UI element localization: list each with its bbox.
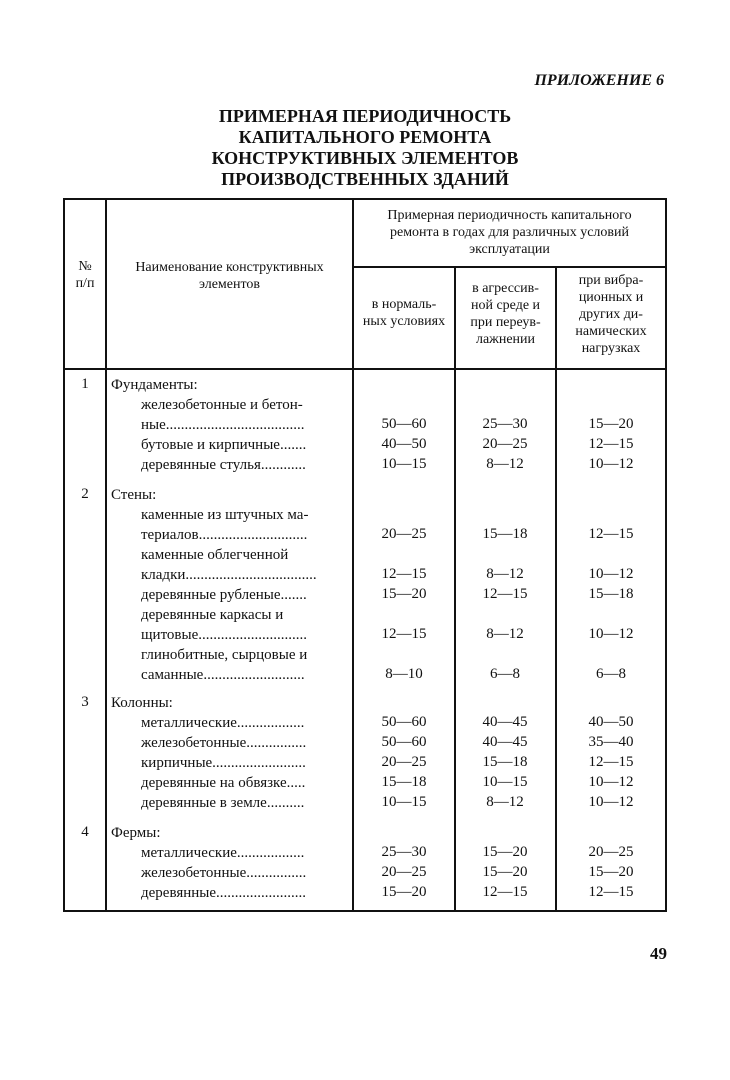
period-value: 8—12 [486, 566, 524, 582]
element-name: каменные облегченной [141, 547, 289, 563]
appendix-label: ПРИЛОЖЕНИЕ 6 [534, 72, 664, 89]
period-value: 6—8 [596, 666, 626, 682]
element-name: ные..................................... [141, 417, 305, 433]
period-value: 40—50 [381, 436, 427, 452]
period-value: 15—20 [381, 884, 427, 900]
period-value: 25—30 [381, 844, 427, 860]
element-name: деревянные в земле.......... [141, 795, 305, 811]
period-value: 15—20 [588, 864, 634, 880]
period-value: 20—25 [381, 864, 427, 880]
header-num: № п/п [75, 259, 95, 291]
element-name: металлические.................. [141, 715, 305, 731]
period-value: 20—25 [381, 526, 427, 542]
element-name: кирпичные......................... [141, 755, 306, 771]
element-name: деревянные на обвязке..... [141, 775, 306, 791]
period-value: 15—18 [482, 526, 528, 542]
period-value: 12—15 [381, 566, 427, 582]
element-name: бутовые и кирпичные....... [141, 437, 307, 453]
element-name: териалов............................. [141, 527, 308, 543]
page-title [0, 106, 730, 190]
period-value: 12—15 [482, 884, 528, 900]
element-name: металлические.................. [141, 845, 305, 861]
period-value: 10—15 [381, 794, 427, 810]
element-name: деревянные стулья............ [141, 457, 306, 473]
period-value: 15—20 [381, 586, 427, 602]
period-value: 8—12 [486, 794, 524, 810]
table-right-border [665, 198, 667, 912]
period-value: 15—20 [482, 844, 528, 860]
row-number: 4 [81, 824, 89, 840]
period-value: 25—30 [482, 416, 528, 432]
period-value: 12—15 [588, 884, 634, 900]
group-name: Колонны: [111, 695, 173, 711]
element-name: железобетонные и бетон- [141, 397, 303, 413]
header-group: Примерная периодичность капитального ремонта в годах для различных условий эксплуатации [387, 208, 632, 257]
period-value: 50—60 [381, 714, 427, 730]
period-value: 8—12 [486, 626, 524, 642]
period-value: 20—25 [381, 754, 427, 770]
group-header-divider [352, 266, 667, 268]
title-line: КАПИТАЛЬНОГО РЕМОНТА [238, 127, 492, 147]
period-value: 40—45 [482, 714, 528, 730]
period-value: 20—25 [482, 436, 528, 452]
element-name: деревянные каркасы и [141, 607, 284, 623]
period-value: 10—12 [588, 456, 634, 472]
page-number: 49 [650, 944, 667, 963]
period-value: 15—20 [482, 864, 528, 880]
period-value: 10—12 [588, 566, 634, 582]
title-line: КОНСТРУКТИВНЫХ ЭЛЕМЕНТОВ [211, 148, 519, 168]
period-value: 15—18 [381, 774, 427, 790]
element-name: кладки................................... [141, 567, 317, 583]
period-value: 50—60 [381, 734, 427, 750]
table-bottom-border [63, 910, 667, 912]
period-value: 12—15 [588, 754, 634, 770]
period-value: 12—15 [482, 586, 528, 602]
table-left-border [63, 198, 65, 912]
period-value: 8—10 [385, 666, 423, 682]
period-value: 10—15 [482, 774, 528, 790]
element-name: каменные из штучных ма- [141, 507, 309, 523]
group-name: Стены: [111, 487, 157, 503]
row-number: 2 [81, 486, 89, 502]
group-name: Фундаменты: [111, 377, 198, 393]
period-value: 10—15 [381, 456, 427, 472]
col-divider-1 [454, 266, 456, 912]
table-top-border [63, 198, 667, 200]
col-divider-2 [555, 266, 557, 912]
period-value: 12—15 [588, 436, 634, 452]
element-name: деревянные рубленые....... [141, 587, 307, 603]
header-vibration-conditions: при вибра- ционных и других ди- намических нагрузках [575, 273, 647, 356]
period-value: 20—25 [588, 844, 634, 860]
period-value: 15—18 [482, 754, 528, 770]
periodicity-table [63, 198, 667, 912]
period-value: 35—40 [588, 734, 634, 750]
header-normal-conditions: в нормаль- ных условиях [362, 297, 446, 329]
col-divider-num [105, 198, 107, 912]
period-value: 40—45 [482, 734, 528, 750]
element-name: саманные........................... [141, 667, 305, 683]
element-name: железобетонные................ [141, 735, 307, 751]
element-name: глинобитные, сырцовые и [141, 647, 308, 663]
title-line: ПРИМЕРНАЯ ПЕРИОДИЧНОСТЬ [218, 106, 512, 126]
period-value: 40—50 [588, 714, 634, 730]
period-value: 15—18 [588, 586, 634, 602]
group-name: Фермы: [111, 825, 161, 841]
header-divider [63, 368, 667, 370]
period-value: 10—12 [588, 794, 634, 810]
period-value: 10—12 [588, 774, 634, 790]
title-line: ПРОИЗВОДСТВЕННЫХ ЗДАНИЙ [221, 169, 509, 189]
element-name: щитовые............................. [141, 627, 308, 643]
period-value: 50—60 [381, 416, 427, 432]
period-value: 6—8 [490, 666, 520, 682]
element-name: железобетонные................ [141, 865, 307, 881]
period-value: 12—15 [588, 526, 634, 542]
row-number: 3 [81, 694, 89, 710]
period-value: 15—20 [588, 416, 634, 432]
period-value: 10—12 [588, 626, 634, 642]
period-value: 12—15 [381, 626, 427, 642]
period-value: 8—12 [486, 456, 524, 472]
element-name: деревянные........................ [141, 885, 307, 901]
header-name: Наименование конструктивных элементов [135, 260, 324, 292]
row-number: 1 [81, 376, 89, 392]
header-aggressive-conditions: в агрессив- ной среде и при переув- лажнении [470, 281, 541, 347]
